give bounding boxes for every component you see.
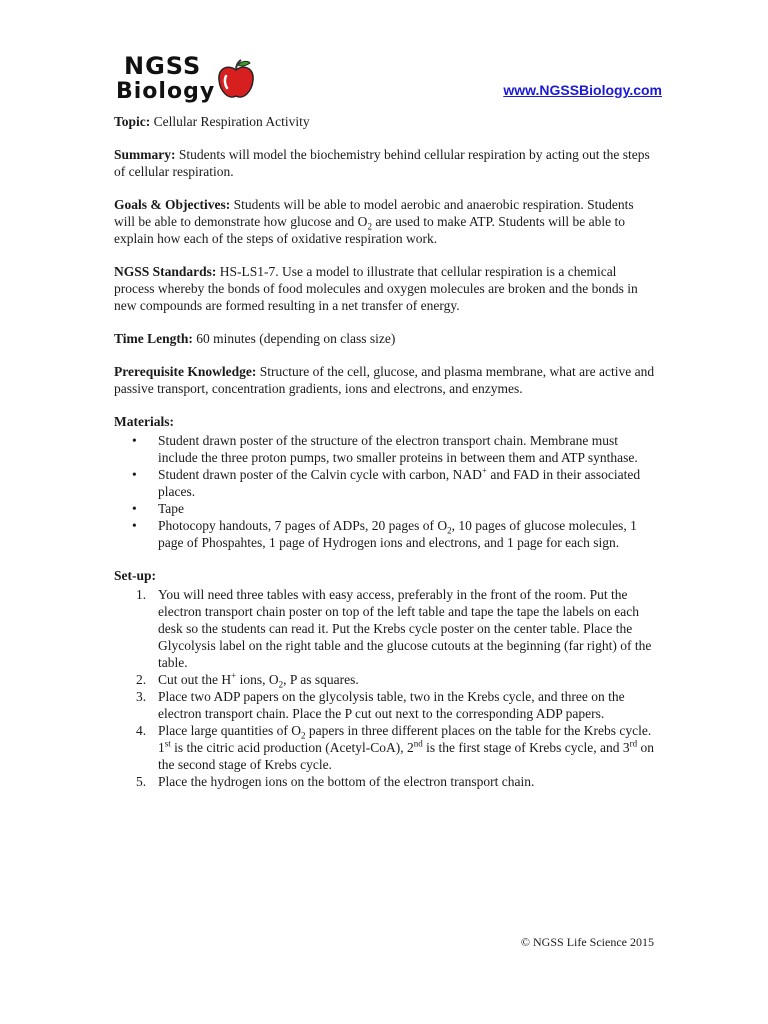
list-item — [136, 586, 656, 671]
materials-item-4-sub: 2 — [447, 525, 452, 536]
setup-step-4-sup1: st — [164, 738, 171, 749]
materials-item-1: Student drawn poster of the structure of the electron transport chain. Membrane must include the three proton pumps, two smaller proteins in between them and ATP synthase. — [158, 433, 638, 465]
prereq-text: Structure of the cell, glucose, and plasma membrane, what are active and passive transport, concentration gradients, ions and electrons, and enzymes. — [114, 364, 655, 396]
list-item — [158, 466, 656, 500]
summary-label: Summary: — [114, 147, 176, 162]
setup-step-2c: , P as squares. — [283, 672, 359, 687]
setup-step-4-sup3: rd — [629, 738, 638, 749]
list-item — [158, 432, 656, 466]
copyright-footer: © NGSS Life Science 2015 — [520, 935, 654, 949]
summary-paragraph — [114, 146, 656, 180]
list-item — [136, 670, 656, 690]
setup-step-2a: Cut out the H — [158, 672, 232, 687]
materials-item-2b: and FAD in their associated places. — [158, 467, 641, 499]
setup-step-number: 3. — [136, 689, 147, 704]
setup-step-number: 1. — [136, 587, 147, 602]
materials-item-4b: , 10 pages of glucose molecules, 1 page of Phospahtes, 1 page of Hydrogen ions and electrons, and 1 page for each sign. — [158, 518, 637, 550]
standards-text: HS-LS1-7. Use a model to illustrate that cellular respiration is a chemical process whereby the bonds of food molecules and oxygen molecules are broken and the bonds in new compounds are formed resulting in a net transfer of energy. — [114, 264, 638, 313]
materials-item-2-sup: + — [481, 465, 487, 476]
summary-text: Students will model the biochemistry behind cellular respiration by acting out the steps of cellular respiration. — [114, 147, 650, 179]
setup-step-4d: is the first stage of Krebs cycle, and 3 — [422, 740, 630, 755]
setup-step-4a: Place large quantities of O — [158, 723, 301, 738]
standards-paragraph — [114, 263, 656, 314]
list-item — [136, 773, 656, 790]
ngss-biology-logo — [114, 52, 254, 112]
list-item — [158, 500, 656, 517]
topic-label: Topic: — [114, 114, 151, 129]
materials-item-4a: Photocopy handouts, 7 pages of ADPs, 20 pages of O — [158, 518, 448, 533]
topic-paragraph — [114, 113, 656, 130]
time-label: Time Length: — [114, 331, 193, 346]
goals-subscript: 2 — [367, 221, 372, 232]
logo-text-ngss: NGSS — [124, 52, 202, 80]
setup-step-number: 5. — [136, 774, 147, 789]
list-item — [136, 688, 656, 722]
prereq-label: Prerequisite Knowledge: — [114, 364, 257, 379]
setup-heading: Set-up: — [114, 568, 157, 583]
setup-step-4-sup2: nd — [413, 738, 423, 749]
goals-label: Goals & Objectives: — [114, 197, 231, 212]
list-item — [136, 722, 656, 773]
materials-list — [114, 432, 656, 551]
setup-step-1: You will need three tables with easy access, preferably in the front of the room. Put the electron transport chain poster on top of the left table and tape the tape the labels on each desk so the students can read it. Put the Krebs cycle poster on the center table. Place the Glycolysis label on the right table and the glucose cutouts at the beginning (far right) of the table. — [158, 587, 652, 670]
list-item — [158, 517, 656, 551]
setup-step-number: 2. — [136, 672, 147, 687]
lesson-plan-body — [114, 113, 656, 790]
goals-text-part1: Students will be able to model aerobic and anaerobic respiration. Students will be able to demonstrate how glucose and O — [114, 197, 634, 229]
setup-step-4e: on the second stage of Krebs cycle. — [158, 740, 655, 772]
setup-step-4-sub: 2 — [300, 730, 306, 741]
apple-icon — [214, 58, 258, 102]
goals-text-part2: are used to make ATP. Students will be able to explain how each of the steps of oxidative respiration work. — [114, 214, 626, 246]
time-paragraph — [114, 330, 656, 347]
setup-step-4b: papers in three different places on the table for the Krebs cycle. 1 — [158, 723, 652, 755]
website-link[interactable]: www.NGSSBiology.com — [503, 82, 662, 98]
standards-label: NGSS Standards: — [114, 264, 217, 279]
goals-paragraph — [114, 196, 656, 247]
prereq-paragraph — [114, 363, 656, 397]
setup-step-2-sup: + — [231, 670, 237, 681]
materials-heading: Materials: — [114, 414, 174, 429]
logo-text-biology: Biology — [116, 79, 216, 104]
setup-step-3: Place two ADP papers on the glycolysis table, two in the Krebs cycle, and three on the electron transport chain. Place the P cut out next to the corresponding ADP papers. — [158, 689, 625, 721]
materials-item-2a: Student drawn poster of the Calvin cycle with carbon, NAD — [158, 467, 482, 482]
setup-step-2b: ions, O — [236, 672, 279, 687]
topic-text: Cellular Respiration Activity — [153, 114, 310, 129]
setup-step-5: Place the hydrogen ions on the bottom of the electron transport chain. — [158, 774, 535, 789]
setup-step-2-sub: 2 — [278, 679, 284, 690]
time-text: 60 minutes (depending on class size) — [196, 331, 396, 346]
materials-item-3: Tape — [158, 501, 185, 516]
setup-step-number: 4. — [136, 723, 147, 738]
setup-list — [114, 586, 656, 790]
setup-step-4c: is the citric acid production (Acetyl-CoA), 2 — [170, 740, 414, 755]
